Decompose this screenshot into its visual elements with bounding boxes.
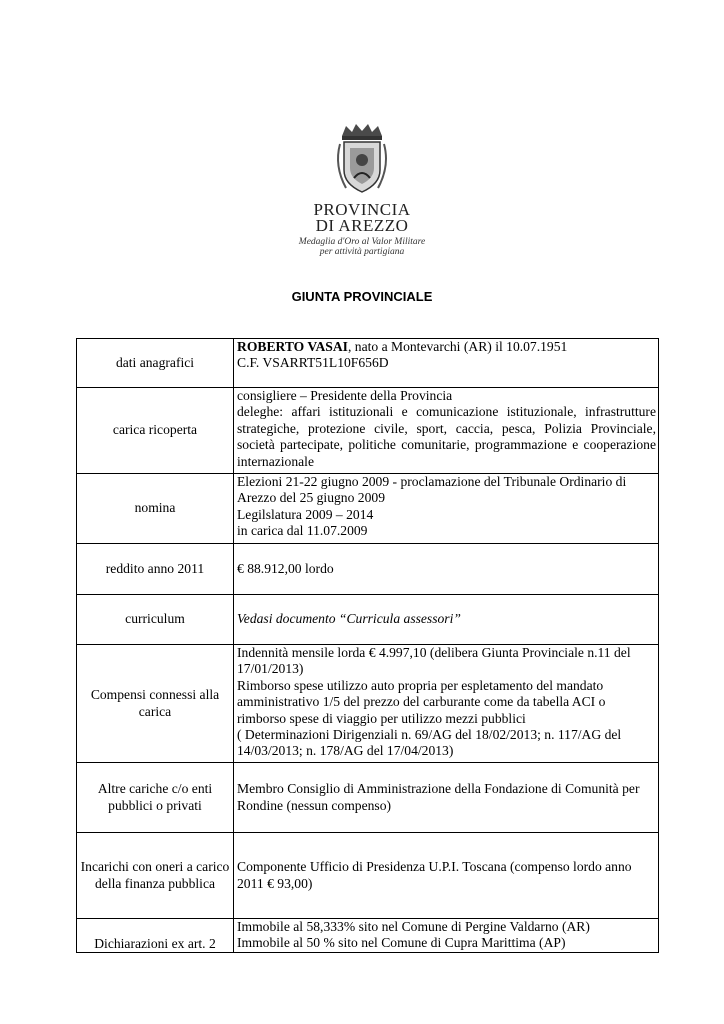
row-value: Componente Ufficio di Presidenza U.P.I. Toscana (compenso lordo anno 2011 € 93,00) xyxy=(234,833,659,919)
value-line: Legilslatura 2009 – 2014 xyxy=(237,506,374,522)
row-value xyxy=(234,474,659,544)
value-line: Elezioni 21-22 giugno 2009 - proclamazione del Tribunale Ordinario di Arezzo del 25 giugno 2009 xyxy=(237,474,627,506)
page-title: GIUNTA PROVINCIALE xyxy=(291,289,433,304)
person-name: ROBERTO VASAI xyxy=(237,339,348,354)
value-line: Rimborso spese utilizzo auto propria per espletamento del mandato amministrativo 1/5 del prezzo del carburante come da tabella ACI o rimborso spese di viaggio per utilizzo mezzi pubblici xyxy=(237,677,606,726)
table-row xyxy=(77,833,659,919)
row-value xyxy=(234,645,659,763)
row-label: carica ricoperta xyxy=(77,388,234,474)
row-value: Membro Consiglio di Amministrazione della Fondazione di Comunità per Rondine (nessun compenso) xyxy=(234,763,659,833)
value-line: Immobile al 58,333% sito nel Comune di Pergine Valdarno (AR) xyxy=(237,919,590,934)
logo-motto-2: per attività partigiana xyxy=(319,247,405,257)
value-line: Indennità mensile lorda € 4.997,10 (delibera Giunta Provinciale n.11 del 17/01/2013) xyxy=(237,645,631,677)
row-value xyxy=(234,339,659,388)
row-label xyxy=(77,833,234,919)
value-line: deleghe: affari istituzionali e comunicazione istituzionale, infrastrutture strategiche, protezione civile, sport, caccia, pesca, Polizia Provinciale, società partecipate, politiche comunitarie, programmazione e cooperazione internazionale xyxy=(237,404,656,469)
data-table xyxy=(76,338,659,953)
table-row xyxy=(77,763,659,833)
value-line: consigliere – Presidente della Provincia xyxy=(237,388,453,403)
row-value xyxy=(234,388,659,474)
table-row xyxy=(77,645,659,763)
coat-of-arms-icon xyxy=(332,122,392,196)
logo-name-2: DI AREZZO xyxy=(315,216,409,235)
birth-info: , nato a Montevarchi (AR) il 10.07.1951 xyxy=(347,339,568,354)
table-row xyxy=(77,544,659,595)
value-line: in carica dal 11.07.2009 xyxy=(237,523,368,539)
province-logo xyxy=(0,122,724,257)
row-label: nomina xyxy=(77,474,234,544)
row-label: Altre cariche c/o enti pubblici o privati xyxy=(77,763,234,833)
value-line: Immobile al 50 % sito nel Comune di Cupra Marittima (AP) xyxy=(237,935,566,951)
row-label: dati anagrafici xyxy=(77,339,234,388)
row-label: curriculum xyxy=(77,595,234,645)
value-line: ( Determinazioni Dirigenziali n. 69/AG del 18/02/2013; n. 117/AG del 14/03/2013; n. 178/AG del 17/04/2013) xyxy=(237,727,622,759)
row-value xyxy=(234,919,659,953)
row-value: Vedasi documento “Curricula assessori” xyxy=(234,595,659,645)
table-row xyxy=(77,339,659,388)
logo-name: PROVINCIA xyxy=(313,200,411,219)
fiscal-code: C.F. VSARRT51L10F656D xyxy=(237,355,389,371)
table-row xyxy=(77,388,659,474)
logo-motto: Medaglia d'Oro al Valor Militare xyxy=(298,237,426,247)
row-label: reddito anno 2011 xyxy=(77,544,234,595)
row-label: Dichiarazioni ex art. 2 xyxy=(77,919,234,953)
table-row xyxy=(77,595,659,645)
row-value: € 88.912,00 lordo xyxy=(234,544,659,595)
row-label: Compensi connessi alla carica xyxy=(77,645,234,763)
table-row xyxy=(77,474,659,544)
table-row xyxy=(77,919,659,953)
row-label-line: Incarichi con oneri a carico xyxy=(80,859,230,875)
row-label-line: della finanza pubblica xyxy=(94,875,216,891)
